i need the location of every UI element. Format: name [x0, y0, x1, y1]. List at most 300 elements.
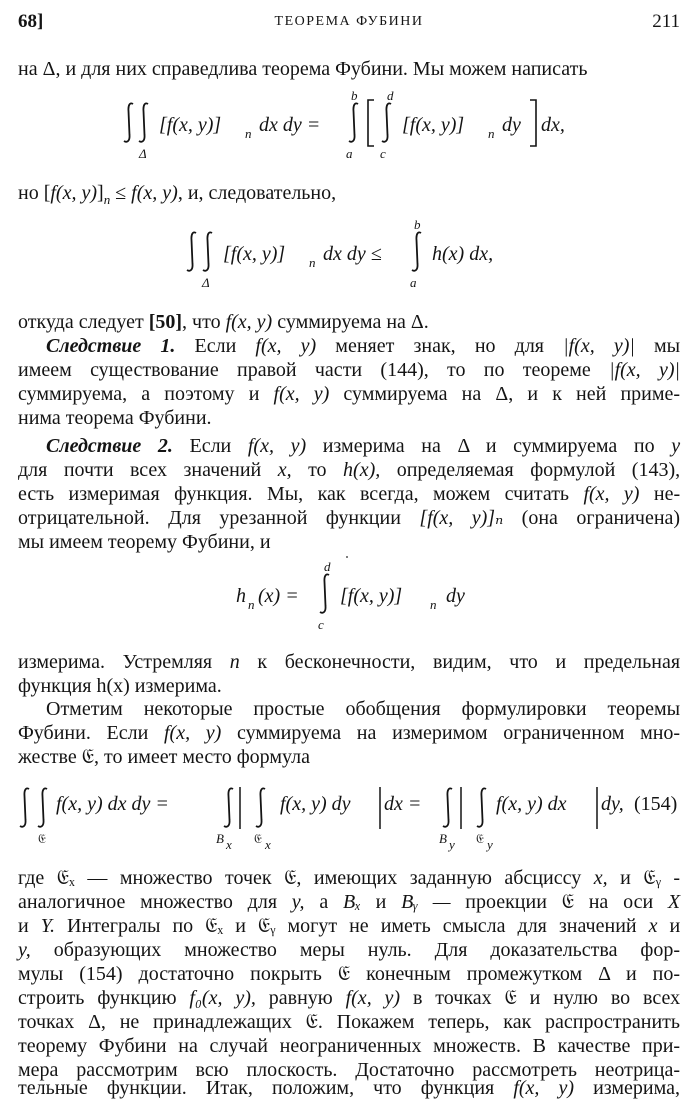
bar — [377, 786, 383, 830]
word: 𝔈 — [337, 963, 351, 985]
subscript: n — [248, 597, 255, 612]
word: рассмотрим — [76, 1059, 178, 1081]
word: к — [552, 383, 562, 405]
word: множеств. — [433, 1035, 521, 1057]
math: Y. — [40, 915, 55, 937]
math: f(x, y) — [247, 435, 307, 457]
word: заданную — [409, 867, 492, 889]
word: точках — [18, 1011, 75, 1033]
limit-lower: 𝔈 — [38, 831, 46, 846]
text-line — [18, 650, 680, 674]
limit-lower: B — [216, 831, 224, 846]
word: смысла — [442, 915, 506, 937]
page-number: 211 — [652, 11, 680, 32]
word: ограниченном — [503, 722, 625, 744]
text-line — [18, 181, 680, 212]
word: функция — [420, 1077, 495, 1099]
formula-154 — [0, 780, 698, 856]
text-line — [18, 1076, 680, 1100]
text: ≤ — [110, 182, 132, 204]
word: (144), — [380, 359, 429, 381]
running-header — [18, 11, 680, 35]
bar — [594, 786, 600, 830]
math: f(x, y) — [273, 383, 330, 405]
integral-sign — [380, 101, 394, 145]
word: функции. — [106, 1077, 187, 1099]
word: на — [178, 1035, 198, 1057]
math: y — [671, 435, 681, 457]
subscript: n — [488, 126, 495, 141]
subscript: n — [245, 126, 252, 141]
function-h: h — [236, 585, 246, 607]
math: f(x, y) — [255, 335, 317, 357]
math: |f(x, y)| — [563, 335, 635, 357]
text: ] — [97, 182, 104, 204]
word: всех — [129, 459, 168, 481]
word: предельная — [583, 651, 681, 673]
integrand: h(x) dx, — [432, 243, 494, 265]
text-line — [46, 697, 680, 721]
limit-lower: 𝔈 — [254, 831, 262, 846]
integral-sign — [410, 230, 424, 274]
corollary-1-line — [18, 406, 680, 430]
word: всех — [643, 987, 681, 1009]
math: [f(x, y)]ₙ — [419, 507, 504, 529]
math: f(x, y) — [583, 483, 640, 505]
word: по- — [652, 963, 681, 985]
math: n — [229, 651, 240, 673]
word: по — [483, 359, 505, 381]
word: не — [349, 915, 369, 937]
formula-fubini-rectangle — [0, 88, 698, 165]
word: для — [514, 335, 544, 357]
text: нима теорема Фубини. — [18, 407, 212, 429]
word: на — [421, 435, 441, 457]
limit-lower: c — [318, 617, 324, 632]
word: можем — [432, 483, 491, 505]
corollary-1-line — [18, 382, 680, 406]
word: В — [532, 1035, 546, 1057]
word: измеримом — [392, 722, 488, 744]
word: принадлежащих — [153, 1011, 292, 1033]
text-line — [18, 890, 680, 914]
word: и — [555, 651, 567, 673]
differential: dx, — [541, 114, 565, 136]
word: положим, — [271, 1077, 355, 1099]
integral-sign — [347, 101, 361, 145]
word: Если — [106, 722, 149, 744]
word: тельные — [18, 1077, 88, 1099]
corollary-2-line — [46, 434, 680, 458]
word: по — [172, 915, 194, 937]
text-line — [18, 310, 680, 334]
word: знак, — [413, 335, 456, 357]
integral-sign — [254, 786, 268, 830]
word: ней — [576, 383, 607, 405]
integral-sign — [201, 230, 215, 274]
word: иметь — [380, 915, 431, 937]
word: ограничена) — [576, 507, 681, 529]
word: Δ — [457, 435, 470, 457]
limit-upper: b — [414, 217, 421, 232]
word: 𝔈ₓ — [205, 915, 224, 937]
integral-sign — [36, 786, 50, 830]
word: суммируема — [343, 383, 448, 405]
word: функцию — [97, 987, 177, 1009]
word: измерима. — [18, 651, 105, 673]
word: обобщения — [345, 698, 441, 720]
word: где — [18, 867, 45, 889]
word: рассмотреть — [472, 1059, 577, 1081]
word: формулой — [530, 459, 616, 481]
word: могут — [287, 915, 338, 937]
word: Если — [189, 435, 232, 457]
corollary-1-line — [46, 334, 680, 358]
limit-upper: b — [351, 88, 358, 103]
word: почти — [63, 459, 114, 481]
word: и — [669, 915, 681, 937]
math: f(x, y) — [513, 1077, 575, 1099]
word: теоремы — [607, 698, 681, 720]
limit-lower: a — [410, 275, 417, 290]
differential: dy, — [601, 793, 624, 815]
word: приме- — [620, 383, 681, 405]
limit-lower: a — [346, 146, 353, 161]
math: x, — [277, 459, 292, 481]
text-line — [18, 938, 680, 962]
word: части — [314, 359, 363, 381]
word: на — [461, 383, 482, 405]
text-line — [18, 962, 680, 986]
integrand: f(x, y) dy — [280, 793, 351, 815]
math: f(x, y) — [50, 182, 98, 204]
text: суммируема на Δ. — [272, 311, 429, 333]
word: (143), — [631, 459, 681, 481]
word: точках — [435, 987, 492, 1009]
text-line — [18, 866, 680, 890]
word: Δ, — [495, 383, 514, 405]
text: но [ — [18, 182, 51, 204]
text: , что — [182, 311, 226, 333]
corollary-2-line — [18, 506, 680, 530]
text-line — [18, 674, 680, 698]
integral-sign — [475, 786, 489, 830]
word: и — [18, 915, 29, 937]
word: и — [485, 435, 497, 457]
word: суммируема — [236, 722, 342, 744]
bar — [458, 786, 464, 830]
word: 𝔈 — [561, 891, 574, 913]
word: Фубини — [98, 1035, 167, 1057]
word: покрыть — [250, 963, 322, 985]
math: f(x, y) — [163, 722, 222, 744]
word: меры — [299, 939, 345, 961]
bar — [237, 786, 243, 830]
word: множество — [184, 939, 277, 961]
subscript: x — [226, 837, 232, 852]
chapter-title: ТЕОРЕМА ФУБИНИ — [274, 14, 424, 29]
word: и — [529, 987, 541, 1009]
word: и — [375, 891, 387, 913]
word: нулю — [553, 987, 598, 1009]
word: видим, — [432, 651, 492, 673]
word: Устремляя — [122, 651, 213, 673]
text: откуда следует — [18, 311, 149, 333]
word: теорему — [18, 1035, 88, 1057]
text-line — [18, 1010, 680, 1034]
word: проекции — [465, 891, 547, 913]
word: (она — [521, 507, 558, 529]
math: |f(x, y)| — [609, 359, 681, 381]
word: 𝔈ᵧ - — [643, 867, 681, 889]
word: для — [18, 459, 48, 481]
word: распространить — [545, 1011, 681, 1033]
word: формулировки — [461, 698, 587, 720]
word: мера — [18, 1059, 59, 1081]
math: X — [667, 891, 681, 913]
word: Если — [194, 335, 237, 357]
word: правой — [237, 359, 297, 381]
word: функция. — [174, 483, 253, 505]
word: (154) — [79, 963, 123, 985]
word: измеримая — [68, 483, 160, 505]
math: x, — [593, 867, 608, 889]
word: 𝔈, — [284, 867, 302, 889]
subscript: y — [449, 837, 455, 852]
word: для — [517, 915, 547, 937]
word: не- — [653, 483, 681, 505]
math: f(x, y) — [131, 182, 178, 204]
integral-sign — [441, 786, 455, 830]
word: и — [248, 383, 260, 405]
word: мулы — [18, 963, 64, 985]
integrand: [f(x, y)] — [402, 114, 465, 136]
limit-lower: B — [439, 831, 447, 846]
word: абсциссу — [504, 867, 582, 889]
text-line — [18, 986, 680, 1010]
differential: dx = — [384, 793, 422, 815]
text: , и, следовательно, — [177, 182, 337, 204]
integrand: [f(x, y)] — [340, 585, 403, 607]
limit-lower: Δ — [202, 275, 210, 290]
word: существование — [90, 359, 219, 381]
limit-lower: c — [380, 146, 386, 161]
word: мно- — [640, 722, 681, 744]
word: строить — [18, 987, 85, 1009]
corollary-1-line — [18, 358, 680, 382]
text-line — [18, 914, 680, 938]
differentials: dx dy = — [259, 114, 321, 136]
word: к — [257, 651, 268, 673]
word: Отметим — [46, 698, 123, 720]
word: а — [319, 891, 329, 913]
word: Для — [434, 939, 468, 961]
integrand: [f(x, y)] — [223, 243, 286, 265]
word: образующих — [53, 939, 162, 961]
word: суммируема, — [18, 383, 128, 405]
word: Фубини. — [18, 722, 91, 744]
math: y, — [291, 891, 305, 913]
word: меняет — [335, 335, 395, 357]
text: мы имеем теорему Фубини, и — [18, 531, 271, 553]
subscript: x — [265, 837, 271, 852]
math: f₀(x, y), — [189, 987, 256, 1009]
math: x — [648, 915, 658, 937]
equation-number: (154) — [634, 793, 678, 815]
integrand: [f(x, y)] — [159, 114, 222, 136]
word: но — [474, 335, 496, 357]
corollary-2-line — [18, 482, 680, 506]
word: поэтому — [164, 383, 235, 405]
word: значений — [183, 459, 262, 481]
word: и — [235, 915, 246, 937]
text-line — [18, 721, 680, 745]
word: теперь, — [428, 1011, 490, 1033]
text-line — [18, 745, 680, 769]
word: достаточно — [138, 963, 235, 985]
word: Мы, — [266, 483, 304, 505]
subscript: n — [309, 255, 316, 270]
print-speck — [346, 556, 348, 558]
word: 𝔈ᵧ — [257, 915, 276, 937]
integral-sign — [18, 786, 32, 830]
word: случай — [209, 1035, 268, 1057]
integrand: f(x, y) dx dy = — [56, 793, 169, 815]
word: определяемая — [396, 459, 514, 481]
limit-upper: d — [387, 88, 394, 103]
word: плоскость. — [246, 1059, 338, 1081]
word: Δ, — [88, 1011, 106, 1033]
differential: dy — [502, 114, 521, 136]
limit-lower: Δ — [139, 146, 147, 161]
math: f(x, y) — [345, 987, 401, 1009]
limit-lower: 𝔈 — [476, 831, 484, 846]
word: Для — [168, 507, 201, 529]
integral-sign — [137, 101, 151, 145]
word: качестве — [557, 1035, 631, 1057]
word: 𝔈ₓ — множество — [56, 867, 213, 889]
word: при- — [642, 1035, 681, 1057]
word: Покажем — [336, 1011, 415, 1033]
formula-truncated-integral — [0, 559, 698, 638]
word: на — [588, 891, 609, 913]
word: промежутком — [466, 963, 583, 985]
word: значений — [558, 915, 637, 937]
word: Δ — [598, 963, 610, 985]
word: измерима, — [593, 1077, 681, 1099]
word: Итак, — [205, 1077, 253, 1099]
word: то — [308, 459, 327, 481]
word: отрицательной. — [18, 507, 150, 529]
word: 𝔈. — [305, 1011, 323, 1033]
math: Bᵧ — — [401, 891, 451, 913]
text: функция h(x) измерима. — [18, 675, 222, 697]
differentials: dx dy ≤ — [323, 243, 382, 265]
word: всю — [195, 1059, 229, 1081]
math: h(x), — [343, 459, 381, 481]
word: множество — [140, 891, 233, 913]
word: функции — [325, 507, 401, 529]
citation: [50] — [148, 311, 183, 333]
text: жестве 𝔈, то имеет место формула — [18, 746, 311, 768]
text-line — [18, 57, 680, 81]
word: точек — [225, 867, 272, 889]
word: простые — [253, 698, 325, 720]
corollary-2-line — [18, 530, 680, 554]
word: измерима — [322, 435, 405, 457]
section-number: 68] — [18, 11, 44, 32]
word: имеющих — [313, 867, 398, 889]
word: доказательства — [490, 939, 618, 961]
word: на — [356, 722, 377, 744]
word: теореме — [522, 359, 591, 381]
word: есть — [18, 483, 55, 505]
word: считать — [504, 483, 570, 505]
word: аналогичное — [18, 891, 126, 913]
word: равную — [268, 987, 333, 1009]
word: по — [633, 435, 655, 457]
word: как — [503, 1011, 532, 1033]
math: Bₓ — [342, 891, 361, 913]
word: суммируема — [513, 435, 618, 457]
subscript: n — [430, 597, 437, 612]
word: оси — [623, 891, 654, 913]
word: конечным — [366, 963, 451, 985]
word: некоторые — [143, 698, 233, 720]
word: мы — [654, 335, 681, 357]
subscript: y — [487, 837, 493, 852]
integral-sign — [185, 230, 199, 274]
word: неотрица- — [594, 1059, 681, 1081]
differential: dy — [446, 585, 465, 607]
word: для — [247, 891, 278, 913]
integral-sign — [222, 786, 236, 830]
corollary-label: Следствие 1. — [46, 335, 176, 357]
integral-sign — [122, 101, 136, 145]
word: не — [119, 1011, 140, 1033]
subscript: n — [103, 192, 111, 207]
word: имеем — [18, 359, 72, 381]
text-line — [18, 1034, 680, 1058]
math: y, — [18, 939, 31, 961]
word: как — [317, 483, 346, 505]
word: всегда, — [359, 483, 419, 505]
word: и — [625, 963, 637, 985]
word: бесконечности, — [284, 651, 416, 673]
corollary-2-line — [18, 458, 680, 482]
word: в — [412, 987, 423, 1009]
formula-inequality — [0, 217, 698, 294]
word: и — [620, 867, 631, 889]
word: что — [373, 1077, 402, 1099]
corollary-label: Следствие 2. — [46, 435, 173, 457]
word: и — [527, 383, 539, 405]
left-bracket — [366, 99, 376, 147]
word: урезанной — [219, 507, 308, 529]
right-bracket — [528, 99, 538, 147]
integral-sign — [318, 572, 332, 616]
limit-upper: d — [324, 559, 331, 574]
text: на Δ, и для них справедлива теорема Фубини. Мы можем написать — [18, 58, 588, 80]
word: фор- — [640, 939, 681, 961]
word: во — [610, 987, 631, 1009]
word: неограниченных — [279, 1035, 422, 1057]
word: нуль. — [367, 939, 412, 961]
argument: (x) = — [258, 585, 299, 607]
word: 𝔈 — [504, 987, 517, 1009]
word: Достаточно — [355, 1059, 455, 1081]
word: Интегралы — [67, 915, 161, 937]
